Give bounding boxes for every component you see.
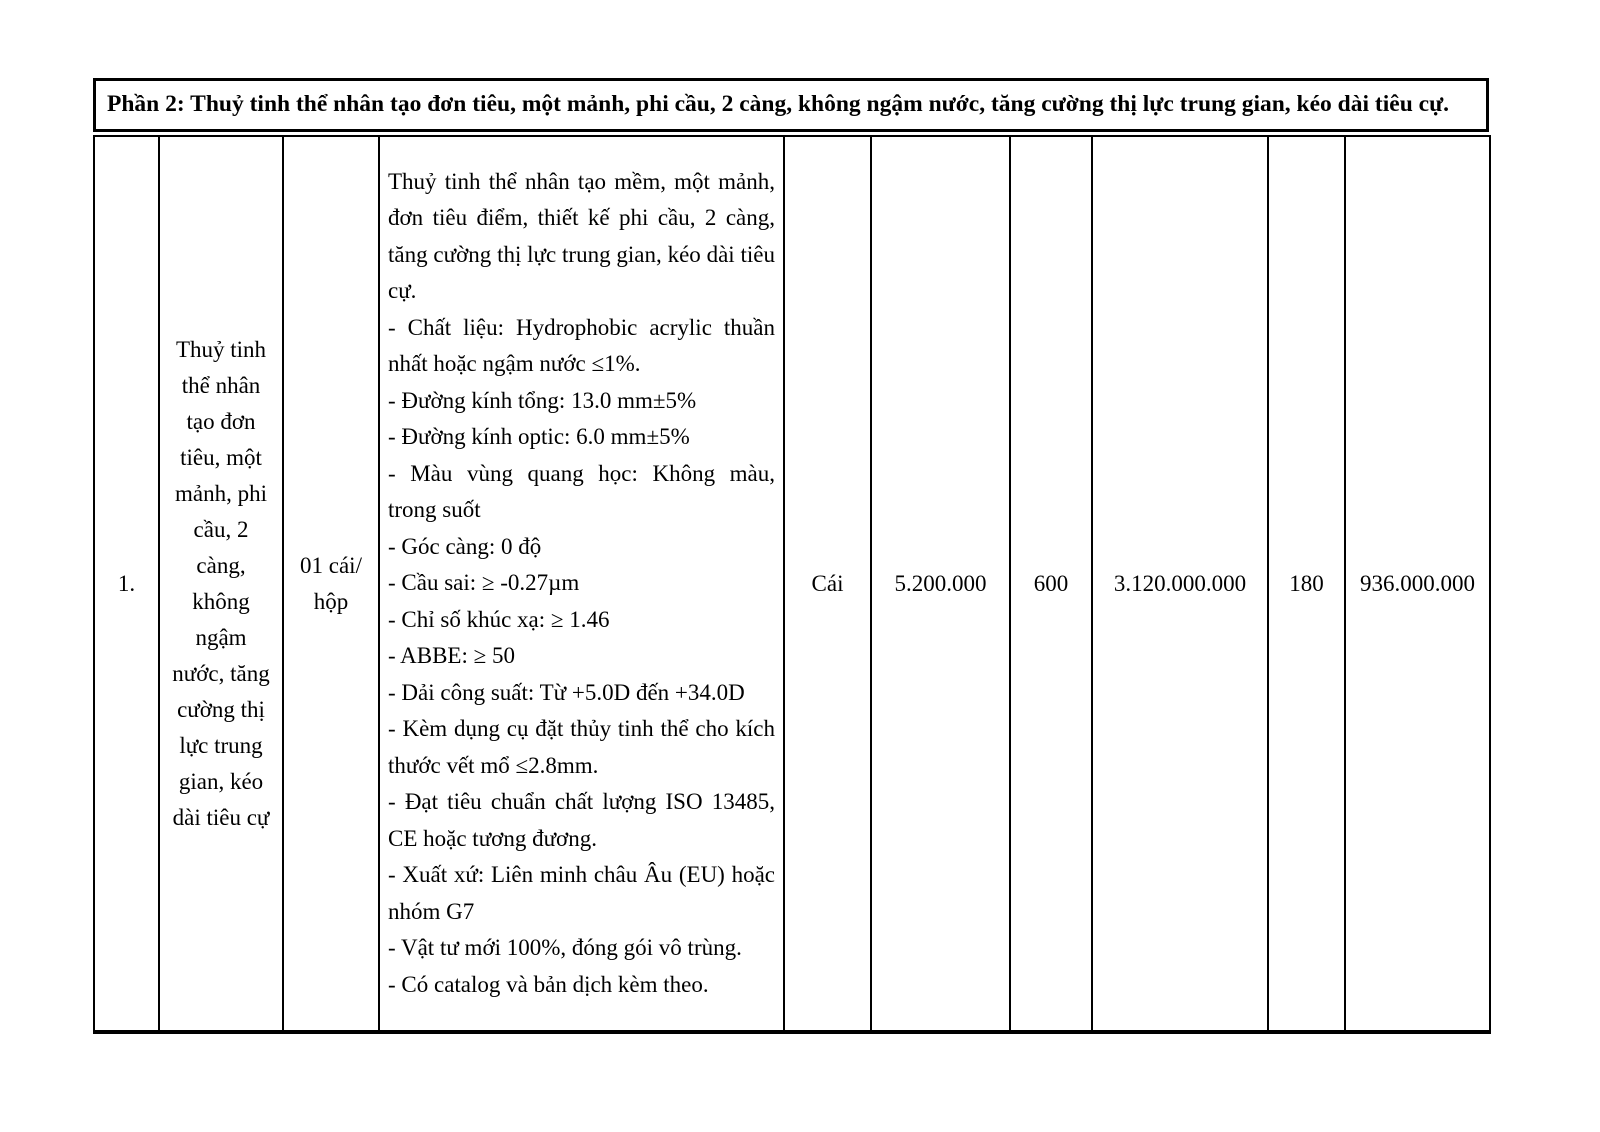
spec-line: Thuỷ tinh thể nhân tạo mềm, một mảnh, đơn tiêu điểm, thiết kế phi cầu, 2 càng, tăng cường thị lực trung gian, kéo dài tiêu cự. bbox=[388, 168, 775, 304]
spec-line: - Đường kính optic: 6.0 mm±5% bbox=[388, 424, 690, 450]
spec-line: - ABBE: ≥ 50 bbox=[388, 643, 515, 669]
spec-line: - Kèm dụng cụ đặt thủy tinh thể cho kích thước vết mổ ≤2.8mm. bbox=[388, 716, 775, 778]
cell-stt bbox=[94, 136, 159, 1032]
table-row bbox=[94, 136, 1490, 1032]
spec-line: - Chỉ số khúc xạ: ≥ 1.46 bbox=[388, 606, 610, 632]
cell-specs bbox=[379, 136, 784, 1032]
unit-value: Cái bbox=[811, 570, 844, 596]
packing-value: 01 cái/ hộp bbox=[300, 552, 362, 614]
cell-quantity-2 bbox=[1268, 136, 1345, 1032]
spec-line: - Cầu sai: ≥ -0.27µm bbox=[388, 570, 580, 596]
spec-line: - Đạt tiêu chuẩn chất lượng ISO 13485, CE hoặc tương đương. bbox=[388, 789, 775, 851]
cell-item-name bbox=[159, 136, 283, 1032]
spec-line: - Vật tư mới 100%, đóng gói vô trùng. bbox=[388, 935, 742, 961]
item-name: Thuỷ tinh thể nhân tạo đơn tiêu, một mảnh, phi cầu, 2 càng, không ngậm nước, tăng cường thị lực trung gian, kéo dài tiêu cự bbox=[172, 336, 270, 830]
items-table bbox=[93, 135, 1491, 1034]
cell-unit-price bbox=[871, 136, 1010, 1032]
spec-line: - Xuất xứ: Liên minh châu Âu (EU) hoặc nhóm G7 bbox=[388, 862, 775, 924]
spec-line: - Chất liệu: Hydrophobic acrylic thuần nhất hoặc ngậm nước ≤1%. bbox=[388, 314, 775, 377]
spec-line: - Góc càng: 0 độ bbox=[388, 533, 542, 559]
spec-list bbox=[388, 164, 775, 1004]
cell-unit bbox=[784, 136, 871, 1032]
cell-amount-2 bbox=[1345, 136, 1490, 1032]
section-title-box bbox=[93, 78, 1489, 132]
cell-packing bbox=[283, 136, 379, 1032]
spec-line: - Đường kính tổng: 13.0 mm±5% bbox=[388, 387, 697, 413]
quantity-1-value: 600 bbox=[1033, 570, 1069, 596]
spec-line: - Dải công suất: Từ +5.0D đến +34.0D bbox=[388, 679, 745, 705]
document-body bbox=[93, 78, 1489, 1034]
section-title: Phần 2: Thuỷ tinh thể nhân tạo đơn tiêu, một mảnh, phi cầu, 2 càng, không ngậm nước, tăng cường thị lực trung gian, kéo dài tiêu cự. bbox=[107, 91, 1450, 117]
unit-price-value: 5.200.000 bbox=[894, 570, 987, 596]
cell-quantity-1 bbox=[1010, 136, 1092, 1032]
amount-2-value: 936.000.000 bbox=[1360, 570, 1475, 596]
cell-amount-1 bbox=[1092, 136, 1268, 1032]
stt-value: 1. bbox=[117, 570, 136, 596]
amount-1-value: 3.120.000.000 bbox=[1113, 570, 1247, 596]
quantity-2-value: 180 bbox=[1289, 570, 1324, 596]
spec-line: - Có catalog và bản dịch kèm theo. bbox=[388, 971, 709, 997]
spec-line: - Màu vùng quang học: Không màu, trong suốt bbox=[388, 460, 775, 523]
